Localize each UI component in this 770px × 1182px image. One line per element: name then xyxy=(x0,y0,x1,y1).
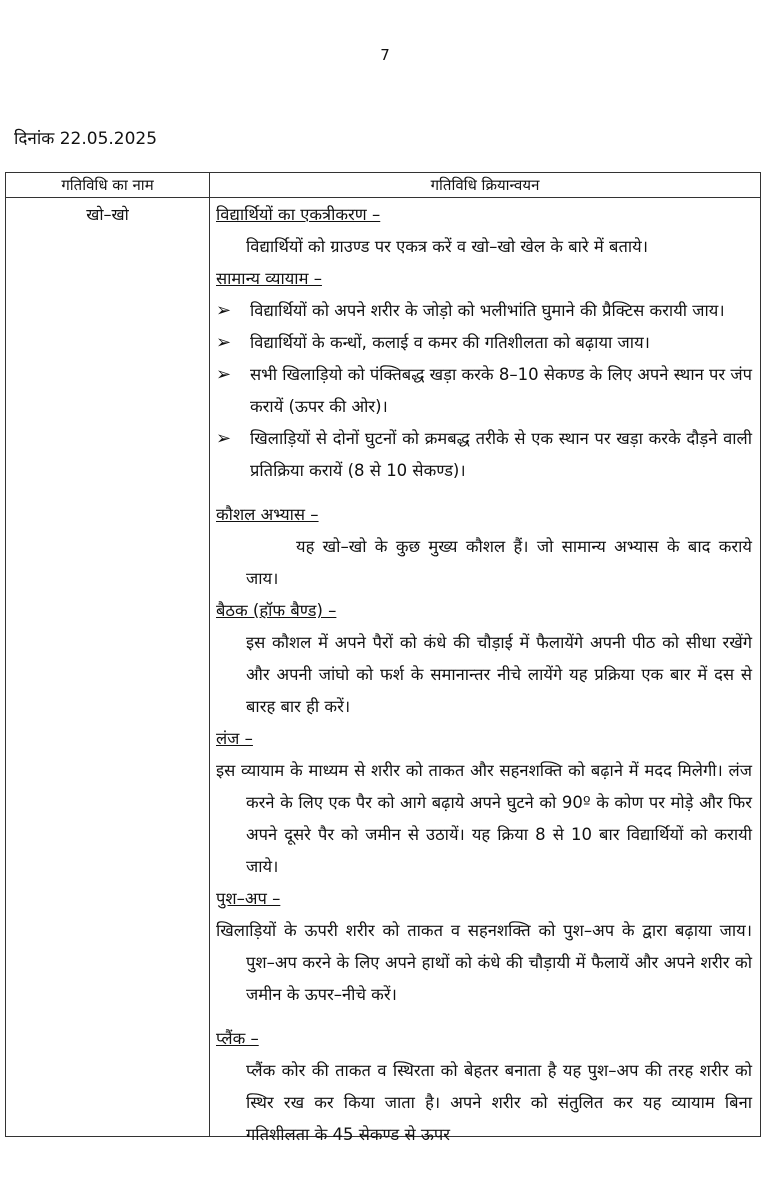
arrowhead-bullet-icon: ➢ xyxy=(216,300,232,321)
list-item-text: सभी खिलाड़ियो को पंक्तिबद्ध खड़ा करके 8–10 सेकण्ड के लिए अपने स्थान पर जंप करायें (ऊपर की ओर)। xyxy=(250,365,752,416)
activity-table xyxy=(5,172,761,1144)
page-number: 7 xyxy=(380,46,390,64)
section-text-plank: प्लैंक कोर की ताकत व स्थिरता को बेहतर बनाता है यह पुश–अप की तरह शरीर को स्थिर रख कर किया जाता है। अपने शरीर को संतुलित कर यह व्यायाम बिना गतिशीलता के 45 सेकण्ड से ऊपर xyxy=(246,1061,752,1144)
activity-name-cell: खो–खो xyxy=(86,205,129,224)
list-item-text: विद्यार्थियों को अपने शरीर के जोड़ो को भलीभांति घुमाने की प्रैक्टिस करायी जाय। xyxy=(250,301,725,320)
list-item xyxy=(216,327,752,359)
section-text-squat: इस कौशल में अपने पैरों को कंधे की चौड़ाई में फैलायेंगे अपनी पीठ को सीधा रखेंगे और अपनी जांघो को फर्श के समानान्तर नीचे लायेंगे यह प्रक्रिया एक बार में दस से बारह बार ही करें। xyxy=(246,633,752,716)
arrowhead-bullet-icon: ➢ xyxy=(216,332,232,353)
activity-implementation-cell xyxy=(216,199,752,1151)
section-heading-plank: प्लैंक – xyxy=(216,1029,259,1048)
section-heading-exercise: सामान्य व्यायाम – xyxy=(216,269,322,288)
section-text-gathering: विद्यार्थियों को ग्राउण्ड पर एकत्र करें व खो–खो खेल के बारे में बताये। xyxy=(246,237,648,256)
list-item xyxy=(216,359,752,423)
header-activity-implementation: गतिविधि क्रियान्वयन xyxy=(430,176,540,194)
section-text-lunge: इस व्यायाम के माध्यम से शरीर को ताकत और सहनशक्ति को बढ़ाने में मदद मिलेगी। लंज करने के लिए एक पैर को आगे बढ़ाये अपने घुटने को 90º के कोण पर मोड़े और फिर अपने दूसरे पैर को जमीन से उठायें। यह क्रिया 8 से 10 बार विद्यार्थियों को करायी जाये। xyxy=(216,761,752,876)
list-item-text: खिलाड़ियों से दोनों घुटनों को क्रमबद्ध तरीके से एक स्थान पर खड़ा करके दौड़ने वाली प्रतिक्रिया करायें (8 से 10 सेकण्ड)। xyxy=(250,429,752,480)
section-heading-skill: कौशल अभ्यास – xyxy=(216,505,319,524)
section-heading-pushup: पुश–अप – xyxy=(216,889,281,908)
section-heading-squat: बैठक (हॉफ बैण्ड) – xyxy=(216,601,337,620)
section-text-pushup: खिलाड़ियों के ऊपरी शरीर को ताकत व सहनशक्ति को पुश–अप के द्वारा बढ़ाया जाय। पुश–अप करने के लिए अपने हाथों को कंधे की चौड़ायी में फैलायें और अपने शरीर को जमीन के ऊपर–नीचे करें। xyxy=(216,921,752,1004)
section-text-skill: यह खो–खो के कुछ मुख्य कौशल हैं। जो सामान्य अभ्यास के बाद कराये जाय। xyxy=(246,537,752,588)
header-activity-name: गतिविधि का नाम xyxy=(61,176,154,194)
list-item xyxy=(216,295,752,327)
list-item-text: विद्यार्थियों के कन्धों, कलाई व कमर की गतिशीलता को बढ़ाया जाय। xyxy=(250,333,650,352)
list-item xyxy=(216,423,752,487)
date-line: दिनांक 22.05.2025 xyxy=(14,129,158,149)
arrowhead-bullet-icon: ➢ xyxy=(216,364,232,385)
section-heading-lunge: लंज – xyxy=(216,729,253,748)
table-header-row xyxy=(6,173,760,198)
section-heading-gathering: विद्यार्थियों का एकत्रीकरण – xyxy=(216,205,381,224)
column-divider xyxy=(209,173,210,1136)
arrowhead-bullet-icon: ➢ xyxy=(216,428,232,449)
